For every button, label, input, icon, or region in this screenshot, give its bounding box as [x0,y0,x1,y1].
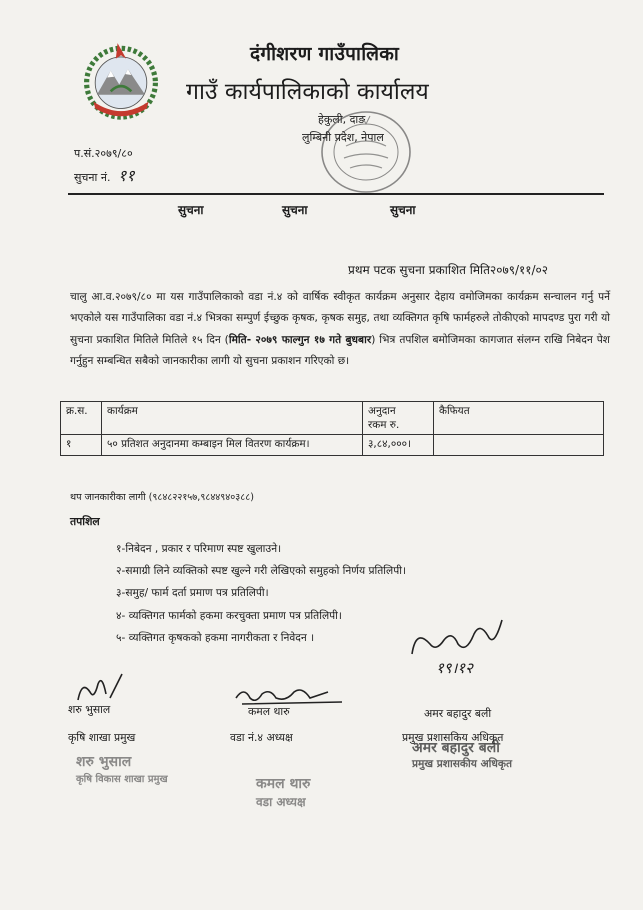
signatory-2-title: वडा नं.४ अध्यक्ष [230,731,293,744]
body-text-after: ) भित्र तपशिल बमोजिमका कागजात संलग्न राखि निबेदन पेश गर्नुहुन सम्बन्धित सबैको जानकारीका लागी यो सुचना प्रकाशन गरिएको छ। [70,333,610,367]
table-header-row [61,402,604,435]
row-amount: ३,८४,०००। [363,435,434,456]
list-item: ५- व्यक्तिगत कृषकको हकमा नागरीकता र निवेदन । [116,631,315,644]
notice-number-handwritten: ११ [117,166,135,185]
nepal-emblem-icon [78,38,164,124]
stamp-2-line2: वडा अध्यक्ष [256,795,306,809]
row-program: ५० प्रतिशत अनुदानमा कम्बाइन मिल वितरण कार्यक्रम। [102,435,363,456]
row-sn: १ [61,435,102,456]
signature-1-icon [72,670,132,706]
signatory-2-stamp [256,774,336,810]
signatory-3-title: प्रमुख प्रशासकिय अधिकृत [402,731,504,744]
signatory-1-name: शरु भुसाल [68,703,111,716]
list-item: १-निबेदन , प्रकार र परिमाण स्पष्ट खुलाउने। [116,543,282,555]
stamp-2-line1: कमल थारु [256,776,311,792]
deadline-date: मिति- २०७९ फाल्गुन १७ गते बुधबार [228,333,372,346]
signatory-2-name: कमल थारु [248,705,290,718]
org-name: दंगीशरण गाउँपालिका [250,43,400,65]
office-name: गाउँ कार्यपालिकाको कार्यालय [186,79,429,105]
address-line-1: हेकुली, दाङ [318,113,366,126]
header-amount [363,402,434,435]
signatory-3-stamp [412,738,552,771]
office-seal-icon [316,106,416,198]
header-amount-line1: अनुदान [368,405,396,417]
published-date: प्रथम पटक सुचना प्रकाशित मिति२०७९/११/०२ [348,263,549,277]
body-text-before: चालु आ.व.२०७९/८० मा यस गाउँपालिकाको वडा नं.४ को वार्षिक स्वीकृत कार्यक्रम अनुसार देहाय वमोजिमका कार्यक्रम सन्चालन गर्नु पर्ने भएकोले यस गाउँपालिका वडा नं.४ भित्रका सम्पुर्ण ईच्छुक कृषक, कृषक समुह, तथा व्यक्तिगत कृषि फार्महरुले तोकीएको मापदण्ड पुरा गरी यो सुचना प्रकाशित मितिले मितिले १५ दिन ( [70,291,610,346]
stamp-1-line2: कृषि विकास शाखा प्रमुख [76,774,168,785]
program-table [60,401,604,456]
stamp-3-line1: अमर बहादुर बली [412,740,500,756]
notice-number [74,164,135,186]
required-documents-list [116,538,406,649]
signatory-3-handwritten-date: १९।१२ [436,659,473,677]
header-remarks: कैफियत [434,402,604,435]
contact-info: थप जानकारीका लागी (९८४८२२१५७,९८४४९४०३८८) [70,492,254,503]
tapasil-heading: तपशिल [70,515,100,528]
notice-body [70,287,610,372]
stamp-1-line1: शरु भुसाल [76,754,132,770]
list-item: ३-समुह/ फार्म दर्ता प्रमाण पत्र प्रतिलिपी। [116,587,269,600]
signatory-1-title: कृषि शाखा प्रमुख [68,731,136,744]
header-sn: क्र.स. [61,402,102,435]
header-program: कार्यक्रम [102,402,363,435]
banner-word-2: सुचना [282,203,308,217]
list-item: ४- व्यक्तिगत फार्मको हकमा करचुक्ता प्रमाण पत्र प्रतिलिपी। [116,609,342,622]
table-row [61,435,604,456]
stamp-3-line2: प्रमुख प्रशासकीय अधिकृत [412,758,513,770]
banner-word-3: सुचना [390,203,416,217]
header-divider [68,193,604,195]
signatory-3-name: अमर बहादुर बली [424,707,492,720]
banner-word-1: सुचना [178,203,204,217]
header-amount-line2: रकम रु. [368,419,400,431]
signatory-1-stamp [76,752,206,785]
row-remarks [434,435,604,456]
reference-number: प.सं.२०७९/८० [74,147,133,160]
address-line-2: लुम्बिनी प्रदेश, नेपाल [302,131,384,144]
notice-number-label: सुचना नं. [74,171,111,184]
list-item: २-समाग्री लिने व्यक्तिको स्पष्ट खुल्ने गरी लेखिएको समुहको निर्णय प्रतिलिपी। [116,565,406,578]
